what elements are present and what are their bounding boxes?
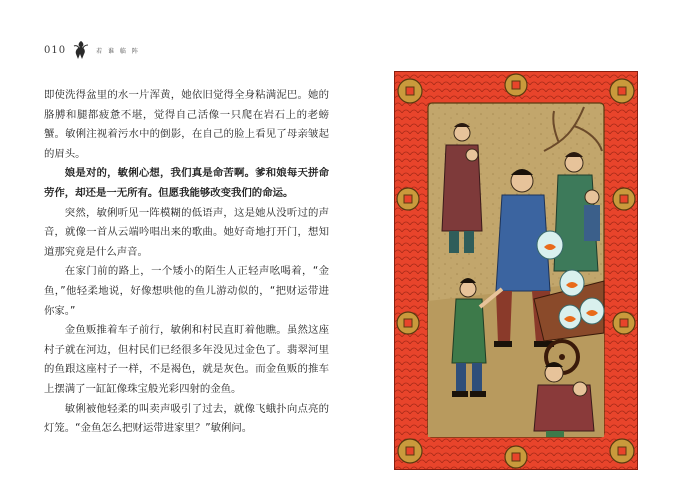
page-number: 010 bbox=[44, 44, 67, 56]
illustration-svg bbox=[394, 71, 638, 470]
paragraph-5: 金鱼贩推着车子前行，敏俐和村民直盯着他瞧。虽然这座村子就在河边，但村民们已经很多年没见过金色了。翡翠河里的鱼跟这座村子一样，不是褐色，就是灰色。而金鱼贩的推车上摆满了一缸缸像珠宝般光彩四射的金鱼。 bbox=[44, 324, 329, 395]
fish-bowl bbox=[559, 305, 581, 329]
paragraph-6: 敏俐被他轻柔的叫卖声吸引了过去，就像飞蛾扑向点亮的灯笼。“金鱼怎么把财运带进家里？”敏俐问。 bbox=[44, 402, 329, 435]
right-page bbox=[350, 0, 700, 495]
body-text bbox=[44, 86, 329, 439]
village-scene bbox=[428, 103, 604, 437]
fish-bowl bbox=[537, 231, 563, 259]
running-head bbox=[44, 42, 140, 58]
paragraph-4: 在家门前的路上，一个矮小的陌生人正轻声吆喝着，“金鱼，”他轻柔地说，好像想哄他的鱼儿游动似的，“把财运带进你家。” bbox=[44, 265, 329, 317]
book-title: 若 谁 临 阵 bbox=[96, 47, 140, 55]
paragraph-thought: 娘是对的，敏俐心想，我们真是命苦啊。爹和娘每天拼命劳作，却还是一无所有。但愿我能够改变我们的命运。 bbox=[44, 167, 329, 199]
paragraph-3: 突然，敏俐听见一阵模糊的低语声，这是她从没听过的声音，就像一首从云端吟唱出来的歌曲。她好奇地打开门，想知道那究竟是什么声音。 bbox=[44, 206, 329, 258]
figure-ornament-icon bbox=[72, 40, 90, 60]
fish-bowl bbox=[560, 270, 584, 296]
paragraph-1: 即使洗得盆里的水一片浑黄，她依旧觉得全身粘满泥巴。她的胳膊和腿都疲惫不堪，觉得自己活像一只爬在岩石上的老螃蟹。敏俐注视着污水中的倒影，在自己的脸上看见了母亲皱起的眉头。 bbox=[44, 89, 329, 160]
fish-bowl bbox=[580, 298, 604, 324]
goldfish-seller-illustration bbox=[394, 71, 638, 470]
